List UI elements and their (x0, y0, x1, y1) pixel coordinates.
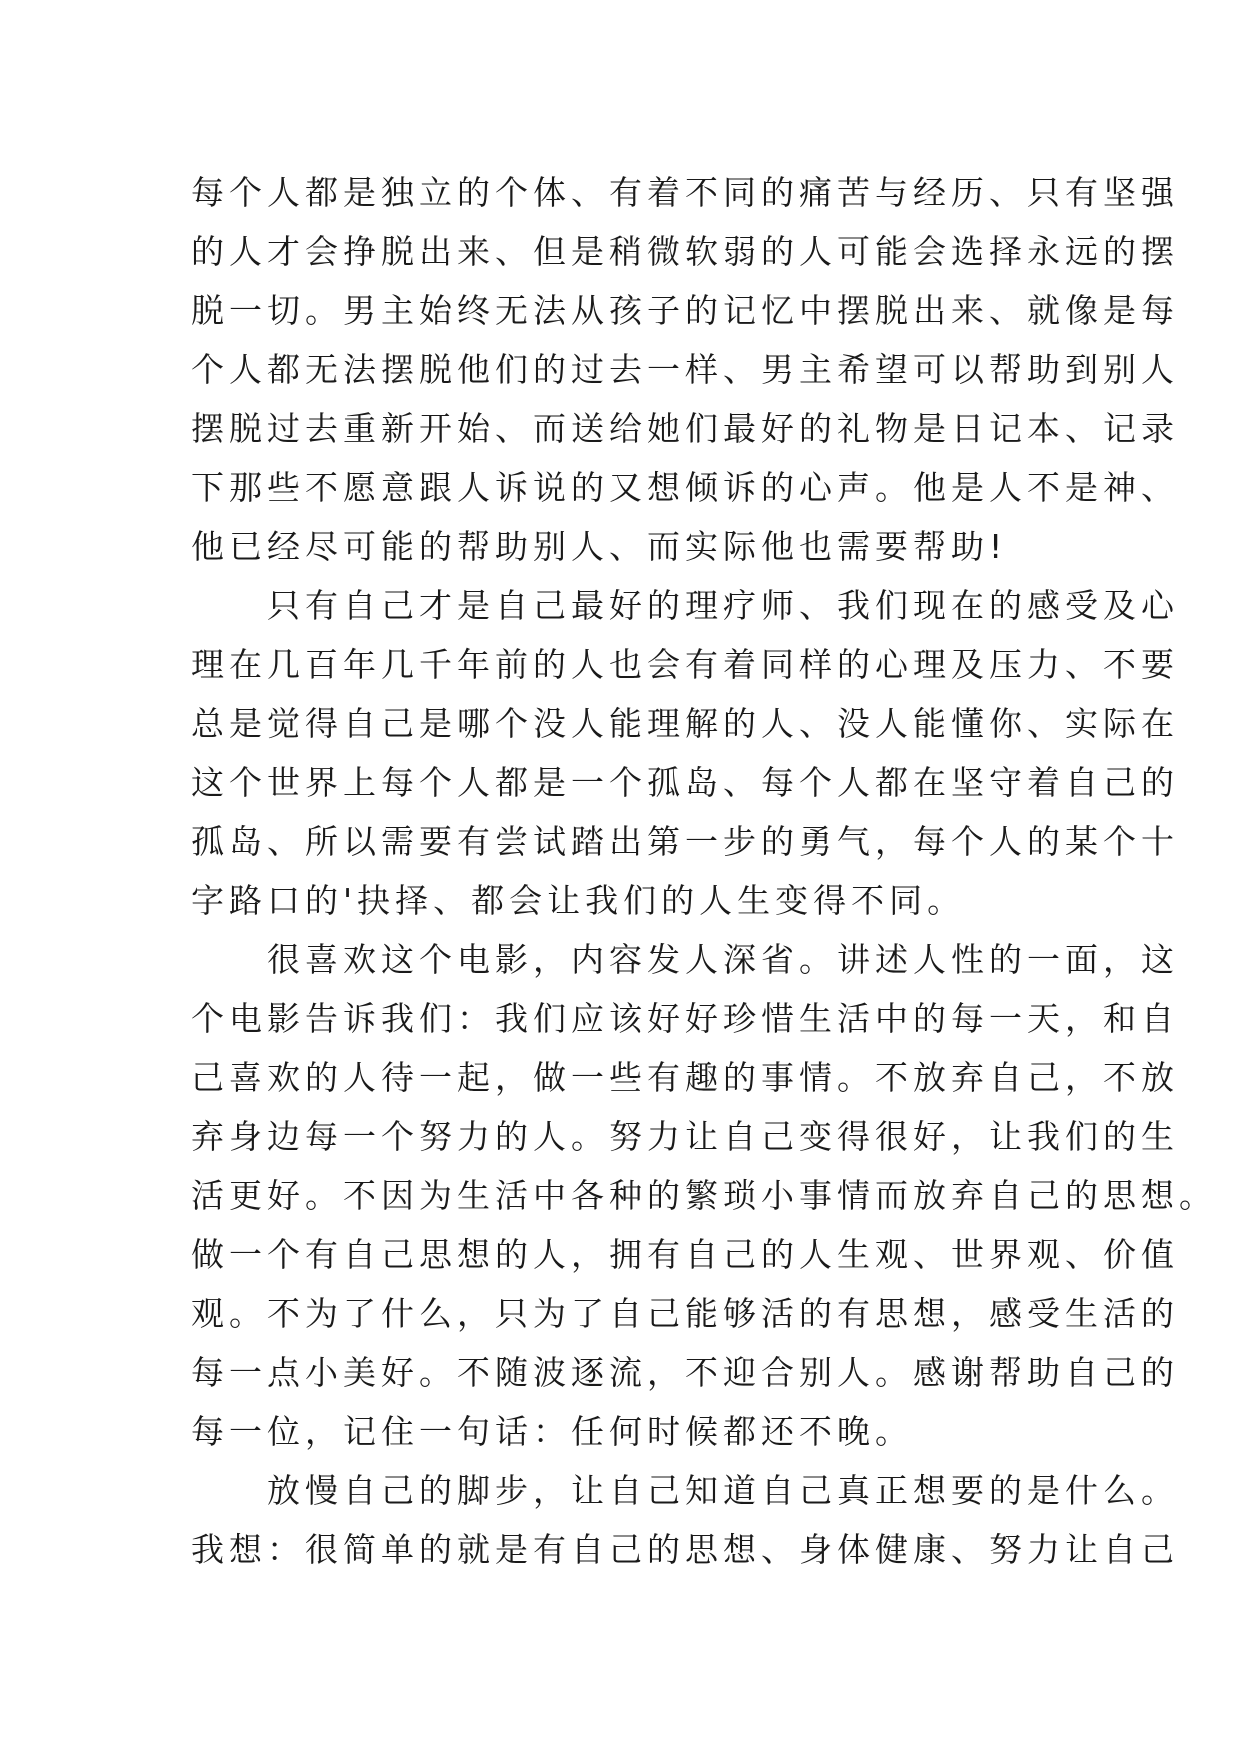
text-line-14: 很喜欢这个电影，内容发人深省。讲述人性的一面，这 (191, 940, 1179, 979)
text-line-4: 个人都无法摆脱他们的过去一样、男主希望可以帮助到别人 (191, 350, 1179, 389)
text-line-17: 弃身边每一个努力的人。努力让自己变得很好，让我们的生 (191, 1117, 1179, 1156)
text-line-9: 理在几百年几千年前的人也会有着同样的心理及压力、不要 (191, 645, 1179, 684)
text-line-1: 每个人都是独立的个体、有着不同的痛苦与经历、只有坚强 (191, 173, 1179, 212)
text-line-2: 的人才会挣脱出来、但是稍微软弱的人可能会选择永远的摆 (191, 232, 1179, 271)
text-line-8: 只有自己才是自己最好的理疗师、我们现在的感受及心 (191, 586, 1179, 625)
text-line-15: 个电影告诉我们：我们应该好好珍惜生活中的每一天，和自 (191, 999, 1179, 1038)
text-line-10: 总是觉得自己是哪个没人能理解的人、没人能懂你、实际在 (191, 704, 1179, 743)
text-line-24: 我想：很简单的就是有自己的思想、身体健康、努力让自己 (191, 1530, 1179, 1569)
text-line-16: 己喜欢的人待一起，做一些有趣的事情。不放弃自己，不放 (191, 1058, 1179, 1097)
text-line-23: 放慢自己的脚步，让自己知道自己真正想要的是什么。 (191, 1471, 1179, 1510)
document-body (191, 163, 1217, 1579)
text-line-13: 字路口的'抉择、都会让我们的人生变得不同。 (191, 881, 966, 920)
text-line-18: 活更好。不因为生活中各种的繁琐小事情而放弃自己的思想。 (191, 1176, 1217, 1215)
text-line-20: 观。不为了什么，只为了自己能够活的有思想，感受生活的 (191, 1294, 1179, 1333)
text-line-22: 每一位，记住一句话：任何时候都还不晚。 (191, 1412, 913, 1451)
text-line-7: 他已经尽可能的帮助别人、而实际他也需要帮助! (191, 527, 1008, 566)
text-line-3: 脱一切。男主始终无法从孩子的记忆中摆脱出来、就像是每 (191, 291, 1179, 330)
text-line-19: 做一个有自己思想的人，拥有自己的人生观、世界观、价值 (191, 1235, 1179, 1274)
text-line-6: 下那些不愿意跟人诉说的又想倾诉的心声。他是人不是神、 (191, 468, 1179, 507)
text-line-11: 这个世界上每个人都是一个孤岛、每个人都在坚守着自己的 (191, 763, 1179, 802)
text-line-12: 孤岛、所以需要有尝试踏出第一步的勇气，每个人的某个十 (191, 822, 1179, 861)
text-line-21: 每一点小美好。不随波逐流，不迎合别人。感谢帮助自己的 (191, 1353, 1179, 1392)
text-line-5: 摆脱过去重新开始、而送给她们最好的礼物是日记本、记录 (191, 409, 1179, 448)
